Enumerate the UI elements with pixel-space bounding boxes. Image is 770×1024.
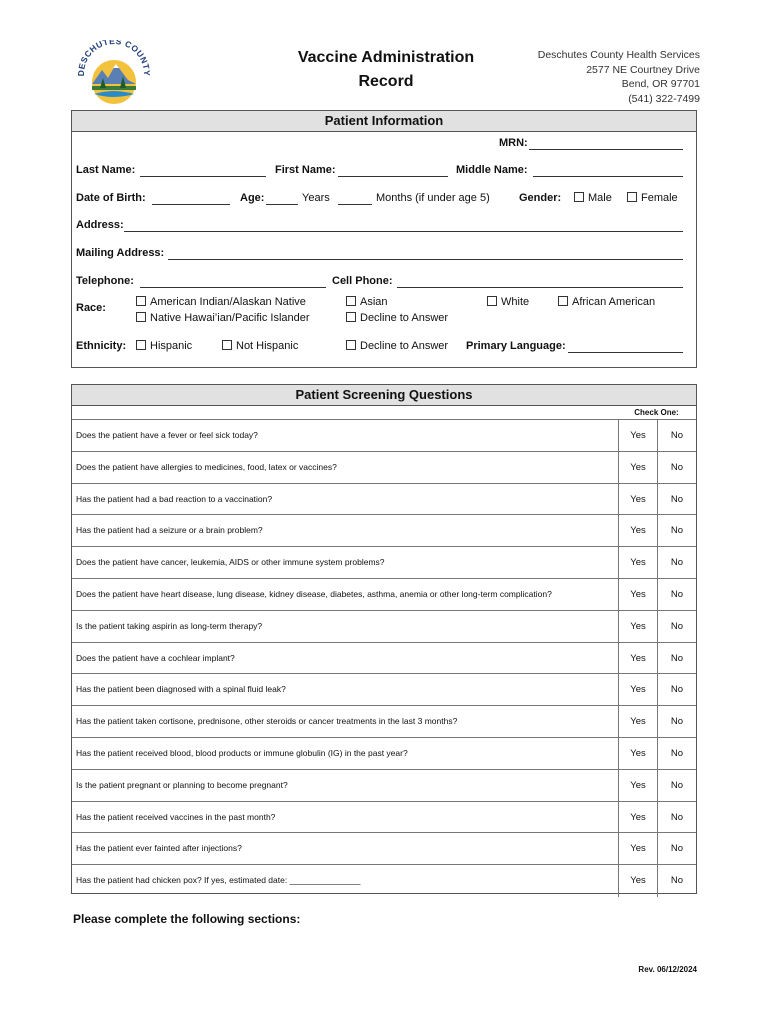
months-label: Months (if under age 5) [376, 192, 490, 204]
middle-name-field[interactable] [533, 176, 683, 177]
middle-name-label: Middle Name: [456, 164, 528, 176]
answer-no-option[interactable]: No [657, 738, 696, 770]
address-field[interactable] [124, 231, 683, 232]
race-option[interactable] [346, 296, 388, 308]
race-option-label: African American [572, 296, 656, 308]
document-title [296, 46, 476, 94]
screening-question-text: Has the patient received vaccines in the past month? [76, 811, 276, 822]
checkbox[interactable] [627, 192, 637, 202]
screening-question-text: Has the patient taken cortisone, prednisone, other steroids or cancer treatments in the last 3 months? [76, 716, 458, 727]
screening-question-row [72, 451, 696, 484]
screening-question-row [72, 514, 696, 547]
answer-yes-option[interactable]: Yes [618, 865, 657, 897]
answer-no-option[interactable]: No [657, 579, 696, 611]
screening-question-row [72, 483, 696, 516]
screening-question-text: Is the patient pregnant or planning to become pregnant? [76, 779, 288, 790]
ethnicity-option[interactable] [222, 340, 298, 352]
check-one-label: Check One: [634, 408, 679, 417]
county-logo [78, 40, 150, 106]
answer-no-option[interactable]: No [657, 547, 696, 579]
answer-yes-option[interactable]: Yes [618, 515, 657, 547]
screening-question-text: Does the patient have heart disease, lung disease, kidney disease, diabetes, asthma, anemia or other long-term complication? [76, 589, 552, 599]
race-label: Race: [76, 302, 106, 314]
revision-date: Rev. 06/12/2024 [638, 965, 697, 974]
answer-yes-option[interactable]: Yes [618, 833, 657, 865]
answer-yes-option[interactable]: Yes [618, 579, 657, 611]
title-line2: Record [358, 73, 414, 90]
answer-yes-option[interactable]: Yes [618, 420, 657, 452]
complete-sections-heading: Please complete the following sections: [73, 912, 301, 926]
race-option[interactable] [136, 312, 310, 324]
telephone-field[interactable] [140, 287, 326, 288]
title-line1: Vaccine Administration [297, 49, 475, 66]
last-name-field[interactable] [140, 176, 266, 177]
checkbox[interactable] [136, 340, 146, 350]
age-months-field[interactable] [338, 204, 372, 205]
telephone-label: Telephone: [76, 275, 134, 287]
screening-question-text: Is the patient taking aspirin as long-term therapy? [76, 620, 263, 631]
cell-phone-label: Cell Phone: [332, 275, 393, 287]
answer-no-option[interactable]: No [657, 420, 696, 452]
screening-question-row [72, 419, 696, 452]
agency-address [538, 48, 700, 106]
answer-no-option[interactable]: No [657, 611, 696, 643]
answer-yes-option[interactable]: Yes [618, 770, 657, 802]
screening-heading: Patient Screening Questions [72, 385, 696, 406]
male-label: Male [588, 192, 612, 204]
cell-phone-field[interactable] [397, 287, 683, 288]
checkbox[interactable] [136, 312, 146, 322]
age-years-field[interactable] [266, 204, 298, 205]
race-option[interactable] [558, 296, 655, 308]
screening-question-row [72, 610, 696, 643]
dob-label: Date of Birth: [76, 192, 146, 204]
screening-question-row [72, 801, 696, 834]
answer-yes-option[interactable]: Yes [618, 452, 657, 484]
screening-question-row [72, 673, 696, 706]
ethnicity-option-label: Hispanic [150, 340, 193, 352]
address-line: (541) 322-7499 [628, 92, 700, 105]
race-option-label: Asian [360, 296, 388, 308]
ethnicity-option-label: Decline to Answer [360, 340, 449, 352]
logo-text: SCHUTES COUN [78, 40, 150, 66]
screening-question-text: Has the patient received blood, blood products or immune globulin (IG) in the past year? [76, 748, 408, 758]
answer-yes-option[interactable]: Yes [618, 738, 657, 770]
screening-question-row [72, 737, 696, 770]
answer-yes-option[interactable]: Yes [618, 643, 657, 675]
primary-language-label: Primary Language: [466, 340, 566, 352]
address-label: Address: [76, 219, 124, 231]
answer-no-option[interactable]: No [657, 643, 696, 675]
checkbox[interactable] [346, 340, 356, 350]
race-option[interactable] [487, 296, 529, 308]
ethnicity-option[interactable] [136, 340, 192, 352]
address-line: 2577 NE Courtney Drive [586, 63, 700, 76]
checkbox[interactable] [136, 296, 146, 306]
answer-no-option[interactable]: No [657, 706, 696, 738]
answer-no-option[interactable]: No [657, 833, 696, 865]
race-option[interactable] [346, 312, 448, 324]
answer-no-option[interactable]: No [657, 802, 696, 834]
answer-yes-option[interactable]: Yes [618, 547, 657, 579]
years-label: Years [302, 192, 330, 204]
screening-question-row [72, 769, 696, 802]
answer-no-option[interactable]: No [657, 674, 696, 706]
screening-question-row [72, 864, 696, 897]
answer-no-option[interactable]: No [657, 484, 696, 516]
race-option[interactable] [136, 296, 306, 308]
dob-field[interactable] [152, 204, 230, 205]
ethnicity-option-label: Not Hispanic [236, 340, 299, 352]
gender-label: Gender: [519, 192, 562, 204]
checkbox[interactable] [222, 340, 232, 350]
gender-male-option[interactable] [574, 192, 612, 204]
screening-question-text: Does the patient have allergies to medicines, food, latex or vaccines? [76, 461, 337, 472]
patient-information-section [71, 110, 697, 368]
gender-female-option[interactable] [627, 192, 678, 204]
answer-yes-option[interactable]: Yes [618, 484, 657, 516]
primary-language-field[interactable] [568, 352, 683, 353]
screening-question-row [72, 705, 696, 738]
race-option-label: American Indian/Alaskan Native [150, 296, 306, 308]
screening-question-text: Has the patient had a bad reaction to a vaccination? [76, 493, 273, 504]
race-option-label: Decline to Answer [360, 312, 449, 324]
mrn-label: MRN: [499, 137, 528, 149]
answer-no-option[interactable]: No [657, 452, 696, 484]
screening-question-row [72, 832, 696, 865]
screening-question-text: Has the patient been diagnosed with a spinal fluid leak? [76, 684, 286, 695]
patient-information-heading: Patient Information [72, 111, 696, 132]
female-label: Female [641, 192, 678, 204]
screening-question-text: Does the patient have cancer, leukemia, AIDS or other immune system problems? [76, 557, 385, 568]
checkbox[interactable] [346, 296, 356, 306]
checkbox[interactable] [346, 312, 356, 322]
address-line: Deschutes County Health Services [537, 49, 700, 61]
screening-question-row [72, 578, 696, 611]
checkbox[interactable] [574, 192, 584, 202]
mrn-field[interactable] [529, 149, 683, 150]
answer-yes-option[interactable]: Yes [618, 802, 657, 834]
first-name-field[interactable] [338, 176, 448, 177]
last-name-label: Last Name: [76, 164, 136, 176]
screening-question-row [72, 546, 696, 579]
screening-question-text: Does the patient have a cochlear implant? [76, 652, 235, 663]
screening-question-text: Has the patient had chicken pox? If yes, estimated date: _______________ [76, 875, 361, 886]
checkbox[interactable] [558, 296, 568, 306]
address-line: Bend, OR 97701 [621, 78, 700, 90]
race-option-label: Native Hawai’ian/Pacific Islander [150, 312, 310, 324]
mailing-address-field[interactable] [168, 259, 683, 260]
screening-question-text: Has the patient had a seizure or a brain problem? [76, 525, 263, 536]
screening-question-text: Has the patient ever fainted after injections? [76, 843, 242, 854]
screening-question-text: Does the patient have a fever or feel sick today? [76, 430, 258, 440]
answer-no-option[interactable]: No [657, 770, 696, 802]
answer-yes-option[interactable]: Yes [618, 674, 657, 706]
checkbox[interactable] [487, 296, 497, 306]
ethnicity-option[interactable] [346, 340, 448, 352]
first-name-label: First Name: [275, 164, 336, 176]
answer-no-option[interactable]: No [657, 515, 696, 547]
answer-no-option[interactable]: No [657, 865, 696, 897]
answer-yes-option[interactable]: Yes [618, 611, 657, 643]
mailing-address-label: Mailing Address: [76, 247, 165, 259]
answer-yes-option[interactable]: Yes [618, 706, 657, 738]
age-label: Age: [240, 192, 265, 204]
screening-question-row [72, 642, 696, 675]
race-option-label: White [501, 296, 530, 308]
ethnicity-label: Ethnicity: [76, 340, 127, 352]
screening-section [71, 384, 697, 894]
